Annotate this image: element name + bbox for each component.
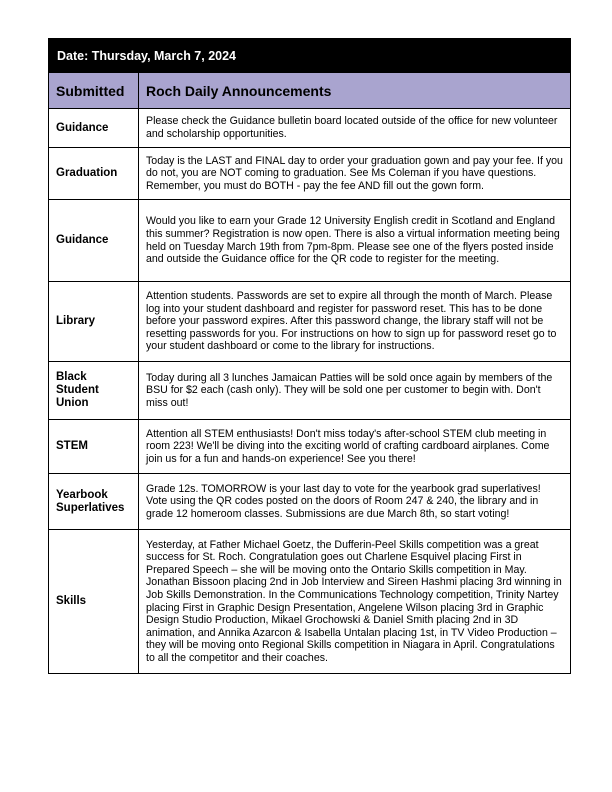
announcement-text: Attention all STEM enthusiasts! Don't miss today's after-school STEM club meeting in room 223! We'll be diving into the exciting world of crafting cardboard airplanes. Come join us for a fun and hands-on experience! See you there! [139, 420, 571, 474]
date-row [49, 39, 571, 73]
announcement-text: Would you like to earn your Grade 12 University English credit in Scotland and England this summer? Registration is now open. There is also a virtual information meeting being held on Tuesday March 19th from 7pm-8pm. Please see one of the flyers posted inside and outside the Guidance office for the QR code to register for the meeting. [139, 200, 571, 282]
table-row [49, 109, 571, 148]
date-heading: Date: Thursday, March 7, 2024 [49, 39, 571, 73]
table-row [49, 148, 571, 200]
submitted-by: Guidance [49, 109, 139, 148]
table-row [49, 200, 571, 282]
submitted-by: STEM [49, 420, 139, 474]
table-row [49, 420, 571, 474]
announcements-column-header: Roch Daily Announcements [139, 73, 571, 109]
announcements-table [48, 38, 571, 674]
table-row [49, 282, 571, 362]
header-row [49, 73, 571, 109]
submitted-by: Graduation [49, 148, 139, 200]
submitted-by: Skills [49, 530, 139, 674]
announcement-text: Please check the Guidance bulletin board located outside of the office for new volunteer and scholarship opportunities. [139, 109, 571, 148]
table-row [49, 362, 571, 420]
table-row [49, 530, 571, 674]
submitted-by: Guidance [49, 200, 139, 282]
submitted-by: Black Student Union [49, 362, 139, 420]
submitted-by: Library [49, 282, 139, 362]
announcement-text: Attention students. Passwords are set to expire all through the month of March. Please log into your student dashboard and register for password reset. This has to be done before your password expires. After this password change, the library staff will not be resetting passwords for you. For instructions on how to sign up for password reset go to your student dashboard or come to the library for instructions. [139, 282, 571, 362]
announcement-text: Grade 12s. TOMORROW is your last day to vote for the yearbook grad superlatives! Vote using the QR codes posted on the doors of Room 247 & 240, the library and in grade 12 homeroom classes. Submissions are due March 8th, so start voting! [139, 474, 571, 530]
announcement-text: Yesterday, at Father Michael Goetz, the Dufferin-Peel Skills competition was a great success for St. Roch. Congratulation goes out Charlene Esquivel placing First in Prepared Speech – she will be moving onto the Ontario Skills competition in May. Jonathan Bissoon placing 2nd in Job Interview and Sireen Hashmi placing 3rd winning in Job Skills Demonstration. In the Communications Technology competition, Trinity Nartey placing First in Graphic Design Presentation, Angelene Wilson placing 3rd in Graphic Design Studio Production, Mikael Grochowski & Daniel Smith placing 2nd in 3D animation, and Annika Azarcon & Isabella Untalan placing 1st, in TV Video Production – they will be moving onto Regional Skills competition in Niagara in April. Congratulations to all the competitor and their coaches. [139, 530, 571, 674]
submitted-by: Yearbook Superlatives [49, 474, 139, 530]
announcement-text: Today is the LAST and FINAL day to order your graduation gown and pay your fee. If you do not, you are NOT coming to graduation. See Ms Coleman if you have questions. Remember, you must do BOTH - pay the fee AND fill out the gown form. [139, 148, 571, 200]
submitted-column-header: Submitted [49, 73, 139, 109]
announcement-text: Today during all 3 lunches Jamaican Patties will be sold once again by members of the BSU for $2 each (cash only). They will be sold one per customer to begin with. Don't miss out! [139, 362, 571, 420]
table-row [49, 474, 571, 530]
